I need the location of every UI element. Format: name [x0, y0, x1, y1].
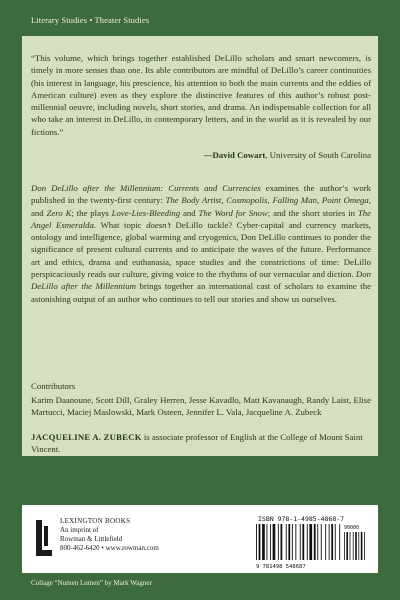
contributors-list: Karim Daanoune, Scott Dill, Graley Herren, Jesse Kavadlo, Matt Kavanaugh, Randy Laist, Elise Martucci, Maciej Maslowski, Mark Osteen, Jennifer L. Vala, Jacqueline A. Zubeck	[31, 395, 371, 418]
isbn-text: ISBN 978-1-4985-4868-7	[258, 515, 345, 523]
description-text: DeLillo tackle? Cyber-capital and currency markets, ontology and intelligence, global warming and cryogenics, Don DeLillo continues to ponder the significance of present cultural currents and to anticipate the waves of the future. Performance art and ethics, drama and euthanasia, space studies and the constrictions of time: DeLillo perspicaciously reads our culture, giving voice to the rhythms of our vernacular and diction.	[31, 219, 371, 280]
editor-bio-text: is associate professor of English at the College of Mount Saint Vincent.	[31, 432, 363, 455]
publisher-logo-icon	[34, 518, 54, 562]
blurb-quote: “This volume, which brings together established DeLillo scholars and smart newcomers, is timely in more senses than one. Its able contributors are mindful of DeLillo’s career continuities (his interest in language, his prescience, his attention to both the main currents and the eddies of American culture) even as they explore the distinctive features of this author’s robust post-millennial oeuvre, including novels, short stories, and drama. An indispensable collection for all who take an interest in DeLillo, in contemporary letters, and in the world as it is revealed by our fictions.”	[31, 53, 371, 137]
description-text: ; the plays	[71, 207, 112, 218]
work-title: The Angel Esmeralda	[31, 207, 372, 230]
barcode-bars	[256, 524, 340, 560]
emphasis-word: doesn’t	[146, 219, 171, 230]
book-title: Don DeLillo after the Millennium: Currents and Currencies	[31, 183, 261, 193]
book-description	[31, 182, 371, 305]
attribution-name: —David Cowart	[203, 150, 266, 160]
editor-bio	[31, 431, 371, 456]
publisher-parent: Rowman & Littlefield	[60, 535, 123, 543]
subject-category: Literary Studies • Theater Studies	[31, 15, 150, 25]
work-title: The Word for Snow	[198, 207, 268, 218]
publisher-imprint-line: An imprint of	[60, 526, 99, 534]
work-title: Love-Lies-Bleeding	[111, 207, 181, 218]
barcode-addon-bars	[344, 532, 365, 560]
blurb-attribution	[31, 150, 371, 160]
description-text: examines the author’s work published in the twenty-first century:	[31, 183, 371, 206]
contributors-heading: Contributors	[31, 381, 76, 391]
work-title: The Body Artist, Cosmopolis, Falling Man, Point Omega,	[165, 195, 371, 206]
description-text: brings together an international cast of scholars to examine the astonishing output of an author who continues to tell our stories and show us ourselves.	[31, 281, 371, 304]
publisher-contact: 800-462-6420 • www.rowman.com	[60, 544, 159, 552]
barcode-addon-digits: 90000	[344, 525, 360, 531]
description-text: and	[31, 207, 47, 218]
barcode-digits: 9 781498 548687	[256, 564, 306, 570]
description-text: ; and the short stories in	[267, 207, 358, 218]
cover-credit: Collage “Numen Lumen” by Mark Wagner	[31, 579, 152, 587]
description-text: and	[180, 207, 199, 218]
attribution-affiliation: , University of South Carolina	[265, 150, 371, 160]
work-title: Zero K	[46, 207, 72, 218]
publisher-name: LEXINGTON BOOKS	[60, 517, 131, 525]
book-title: Don DeLillo after the Millennium	[31, 269, 371, 292]
editor-name: JACQUELINE A. ZUBECK	[31, 432, 142, 442]
publisher-info	[60, 517, 159, 553]
barcode-icon	[252, 512, 374, 570]
description-text: . What topic	[93, 219, 147, 230]
